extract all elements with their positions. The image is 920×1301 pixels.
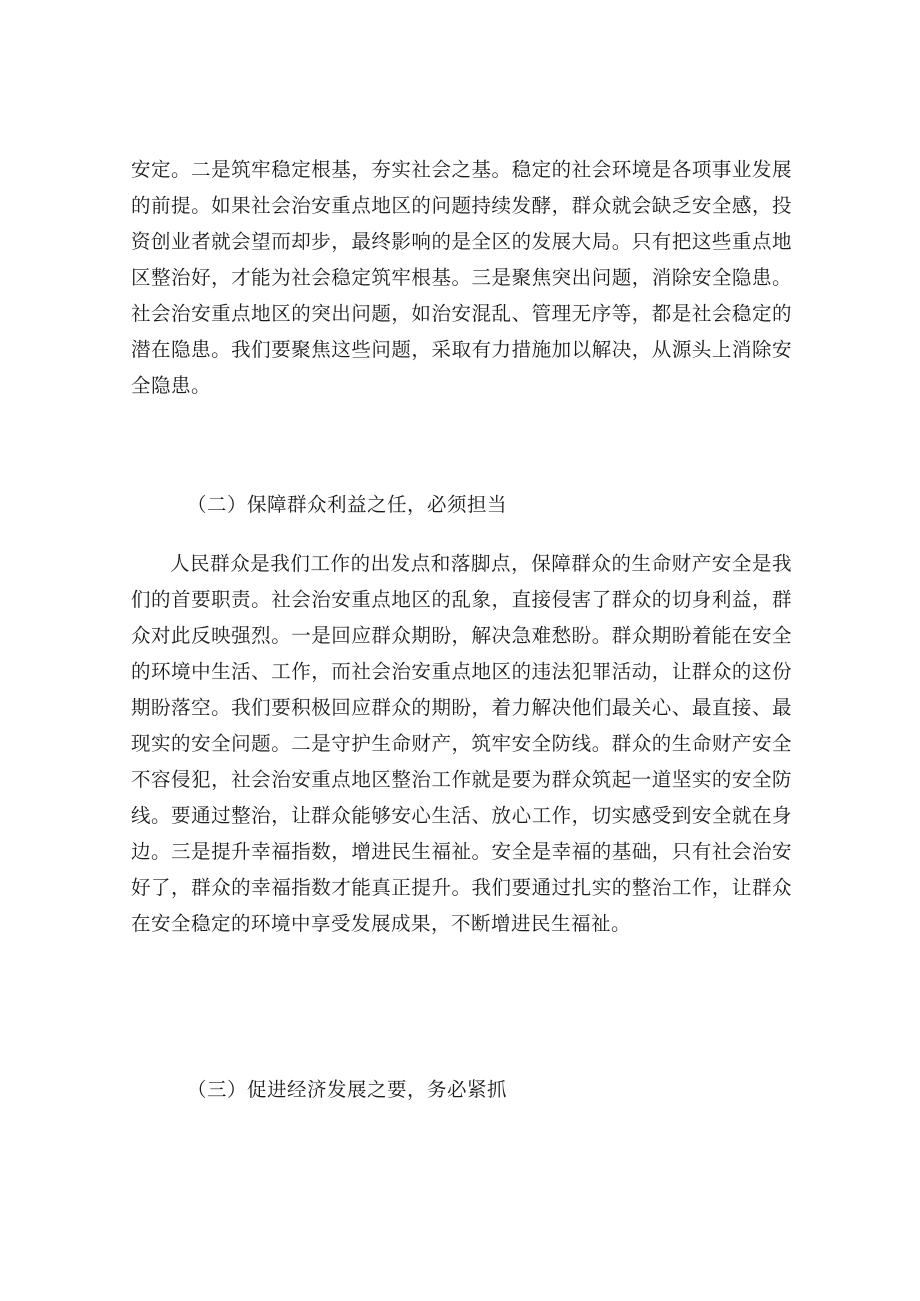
- body-paragraph: 人民群众是我们工作的出发点和落脚点，保障群众的生命财产安全是我们的首要职责。社会治安重点地区的乱象，直接侵害了群众的切身利益，群众对此反映强烈。一是回应群众期盼，解决急难愁盼。群众期盼着能在安全的环境中生活、工作，而社会治安重点地区的违法犯罪活动，让群众的这份期盼落空。我们要积极回应群众的期盼，着力解决他们最关心、最直接、最现实的安全问题。二是守护生命财产，筑牢安全防线。群众的生命财产安全不容侵犯，社会治安重点地区整治工作就是要为群众筑起一道坚实的安全防线。要通过整治，让群众能够安心生活、放心工作，切实感受到安全就在身边。三是提升幸福指数，增进民生福祉。安全是幸福的基础，只有社会治安好了，群众的幸福指数才能真正提升。我们要通过扎实的整治工作，让群众在安全稳定的环境中享受发展成果，不断增进民生福祉。: [131, 552, 792, 935]
- section-heading: （二）保障群众利益之任，必须担当: [187, 493, 508, 516]
- section-heading: （三）促进经济发展之要，务必紧抓: [187, 1078, 508, 1101]
- body-paragraph: 安定。二是筑牢稳定根基，夯实社会之基。稳定的社会环境是各项事业发展的前提。如果社会治安重点地区的问题持续发酵，群众就会缺乏安全感，投资创业者就会望而却步，最终影响的是全区的发展大局。只有把这些重点地区整治好，才能为社会稳定筑牢根基。三是聚焦突出问题，消除安全隐患。社会治安重点地区的突出问题，如治安混乱、管理无序等，都是社会稳定的潜在隐患。我们要聚焦这些问题，采取有力措施加以解决，从源头上消除安全隐患。: [131, 158, 792, 397]
